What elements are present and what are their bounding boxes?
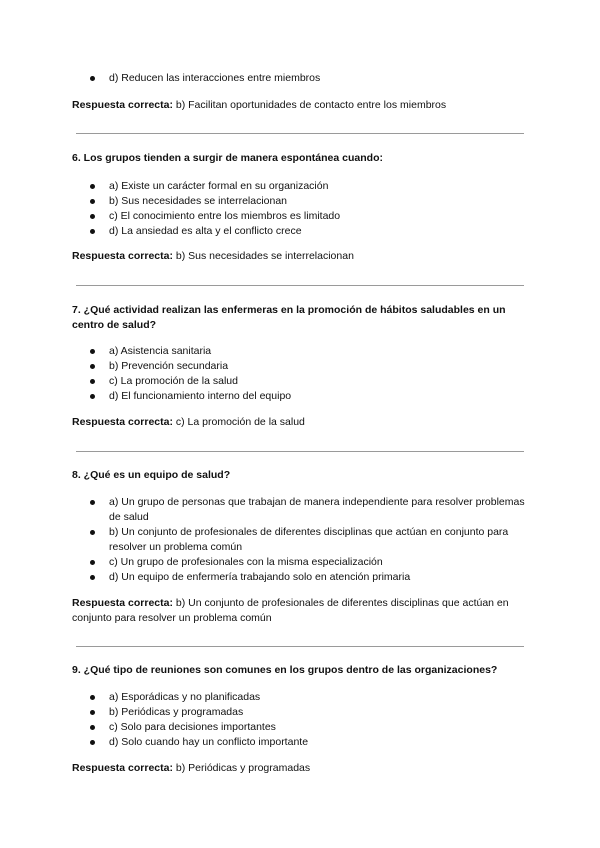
answer-text: b) Sus necesidades se interrelacionan (175, 250, 354, 262)
answer-text: b) Un conjunto de profesionales de diferentes disciplinas que actúan en conjunto para resolver un problema común (72, 597, 509, 624)
correct-answer (72, 249, 528, 264)
divider (76, 285, 524, 286)
option-list (72, 690, 528, 750)
option-item: d) Reducen las interacciones entre miembros (72, 71, 528, 86)
option-item: d) Solo cuando hay un conflicto importante (72, 735, 528, 750)
correct-answer (72, 98, 528, 113)
option-item: c) Solo para decisiones importantes (72, 720, 528, 735)
divider (76, 133, 524, 134)
option-item: b) Sus necesidades se interrelacionan (72, 194, 528, 209)
answer-label: Respuesta correcta: (72, 762, 173, 774)
divider (76, 451, 524, 452)
question-title: 8. ¿Qué es un equipo de salud? (72, 469, 231, 481)
option-item: b) Prevención secundaria (72, 359, 528, 374)
option-item: a) Un grupo de personas que trabajan de manera independiente para resolver problemas de salud (72, 495, 528, 525)
option-item: d) El funcionamiento interno del equipo (72, 389, 528, 404)
option-item: a) Existe un carácter formal en su organización (72, 179, 528, 194)
option-item: a) Esporádicas y no planificadas (72, 690, 528, 705)
answer-label: Respuesta correcta: (72, 250, 173, 262)
answer-text: b) Periódicas y programadas (175, 762, 311, 774)
divider (76, 646, 524, 647)
option-list (72, 179, 528, 239)
option-list (72, 495, 528, 585)
question-title: 6. Los grupos tienden a surgir de manera espontánea cuando: (72, 152, 383, 164)
option-item: a) Asistencia sanitaria (72, 344, 528, 359)
option-item: d) Un equipo de enfermería trabajando solo en atención primaria (72, 570, 528, 585)
option-item: c) El conocimiento entre los miembros es limitado (72, 209, 528, 224)
option-list (72, 344, 528, 404)
answer-text: b) Facilitan oportunidades de contacto entre los miembros (175, 99, 447, 111)
correct-answer (72, 415, 528, 430)
option-item: c) Un grupo de profesionales con la misma especialización (72, 555, 528, 570)
option-item: b) Un conjunto de profesionales de diferentes disciplinas que actúan en conjunto para resolver un problema común (72, 525, 528, 555)
answer-label: Respuesta correcta: (72, 416, 173, 428)
option-item: c) La promoción de la salud (72, 374, 528, 389)
correct-answer (72, 761, 528, 776)
option-item: d) La ansiedad es alta y el conflicto crece (72, 224, 528, 239)
option-item: b) Periódicas y programadas (72, 705, 528, 720)
option-list (72, 71, 528, 86)
answer-label: Respuesta correcta: (72, 99, 173, 111)
question-title: 7. ¿Qué actividad realizan las enfermeras en la promoción de hábitos saludables en un centro de salud? (72, 304, 506, 331)
correct-answer (72, 596, 528, 626)
question-title: 9. ¿Qué tipo de reuniones son comunes en los grupos dentro de las organizaciones? (72, 664, 498, 676)
answer-label: Respuesta correcta: (72, 597, 173, 609)
answer-text: c) La promoción de la salud (175, 416, 305, 428)
